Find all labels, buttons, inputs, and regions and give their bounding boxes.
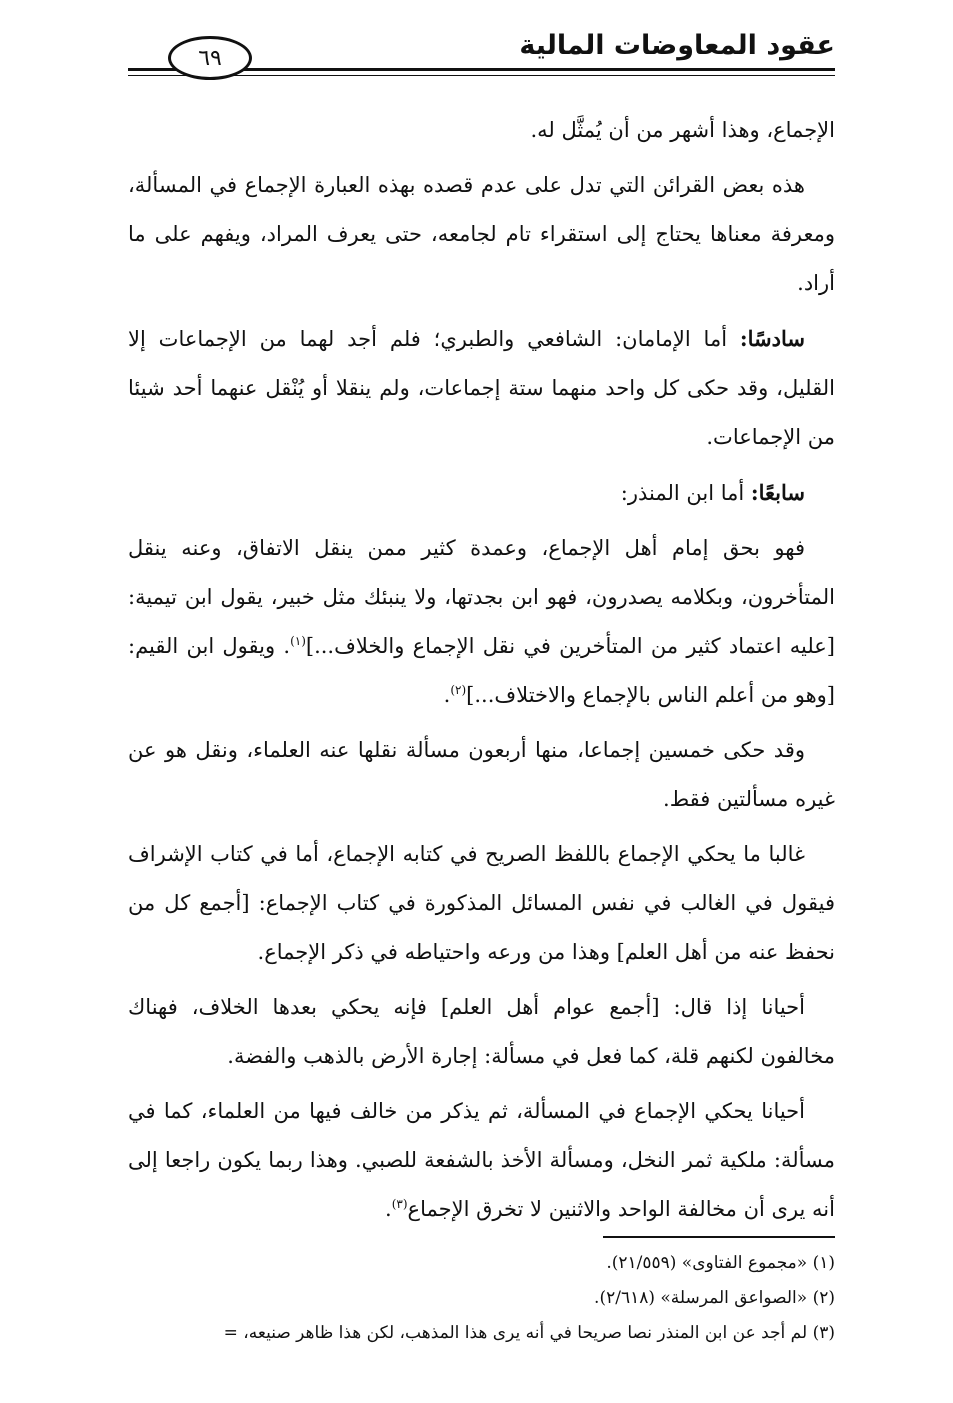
- paragraph: هذه بعض القرائن التي تدل على عدم قصده بهذه العبارة الإجماع في المسألة، ومعرفة معناها يحتاج إلى استقراء تام لجامعه، حتى يعرف المراد، ويفهم على ما أراد.: [128, 173, 835, 295]
- paragraph: الإجماع، وهذا أشهر من أن يُمثَّل له.: [530, 118, 835, 142]
- footnote: (٣) لم أجد عن ابن المنذر نصا صريحا في أنه يرى هذا المذهب، لكن هذا ظاهر صنيعه، =: [223, 1323, 835, 1343]
- paragraph: سادسًا: أما الإمامان: الشافعي والطبري؛ فلم أجد لهما من الإجماعات إلا القليل، وقد حكى كل واحد منهما ستة إجماعات، ولم ينقلا أو يُنْقل عنهما أحد شيئا من الإجماعات.: [128, 326, 835, 449]
- page-number: ٦٩: [198, 45, 222, 71]
- section-lead: سادسًا:: [739, 326, 805, 351]
- footnote-ref[interactable]: (١): [290, 634, 306, 648]
- paragraph: فهو بحق إمام أهل الإجماع، وعمدة كثير ممن ينقل الاتفاق، وعنه ينقل المتأخرون، وبكلامه يصدرون، فهو ابن بجدتها، ولا ينبئك مثل خبير، يقول ابن تيمية: [عليه اعتماد كثير من المتأخرين في نقل الإجماع والخلاف...]$^{(١)}$. ويقول ابن القيم: [وهو من أعلم الناس بالإجماع والاختلاف...]$^{(٢)}$.: [128, 536, 835, 707]
- running-title: عقود المعاوضات المالية: [519, 30, 835, 61]
- footnotes: [128, 1246, 835, 1351]
- footnote: (١) «مجموع الفتاوى» (٢١/٥٥٩).: [606, 1253, 835, 1273]
- paragraph: سابعًا: أما ابن المنذر:: [620, 480, 805, 505]
- page-header: [128, 28, 835, 84]
- footnote-separator: [603, 1236, 835, 1238]
- section-lead: سابعًا:: [750, 480, 805, 505]
- body-text: [128, 106, 835, 1240]
- paragraph: غالبا ما يحكي الإجماع باللفظ الصريح في كتابه الإجماع، أما في كتاب الإشراف فيقول في الغالب في نفس المسائل المذكورة في كتاب الإجماع: [أجمع كل من نحفظ عنه من أهل العلم] وهذا من ورعه واحتياطه في ذكر الإجماع.: [128, 842, 835, 964]
- footnote: (٢) «الصواعق المرسلة» (٢/٦١٨).: [594, 1288, 835, 1308]
- paragraph: أحيانا يحكي الإجماع في المسألة، ثم يذكر من خالف فيها من العلماء، كما في مسألة: ملكية ثمر النخل، ومسألة الأخذ بالشفعة للصبي. وهذا ربما يكون راجعا إلى أنه يرى أن مخالفة الواحد والاثنين لا تخرق الإجماع$^{(٣)}$.: [128, 1099, 835, 1221]
- paragraph: وقد حكى خمسين إجماعا، منها أربعون مسألة نقلها عنه العلماء، ونقل هو عن غيره مسألتين فقط.: [128, 738, 835, 811]
- page-number-oval: [168, 36, 252, 80]
- footnote-ref[interactable]: (٢): [450, 683, 467, 697]
- paragraph: أحيانا إذا قال: [أجمع عوام أهل العلم] فإنه يحكي بعدها الخلاف، فهناك مخالفون لكنهم قلة، كما فعل في مسألة: إجارة الأرض بالذهب والفضة.: [128, 995, 835, 1068]
- footnote-ref[interactable]: (٣): [391, 1197, 408, 1211]
